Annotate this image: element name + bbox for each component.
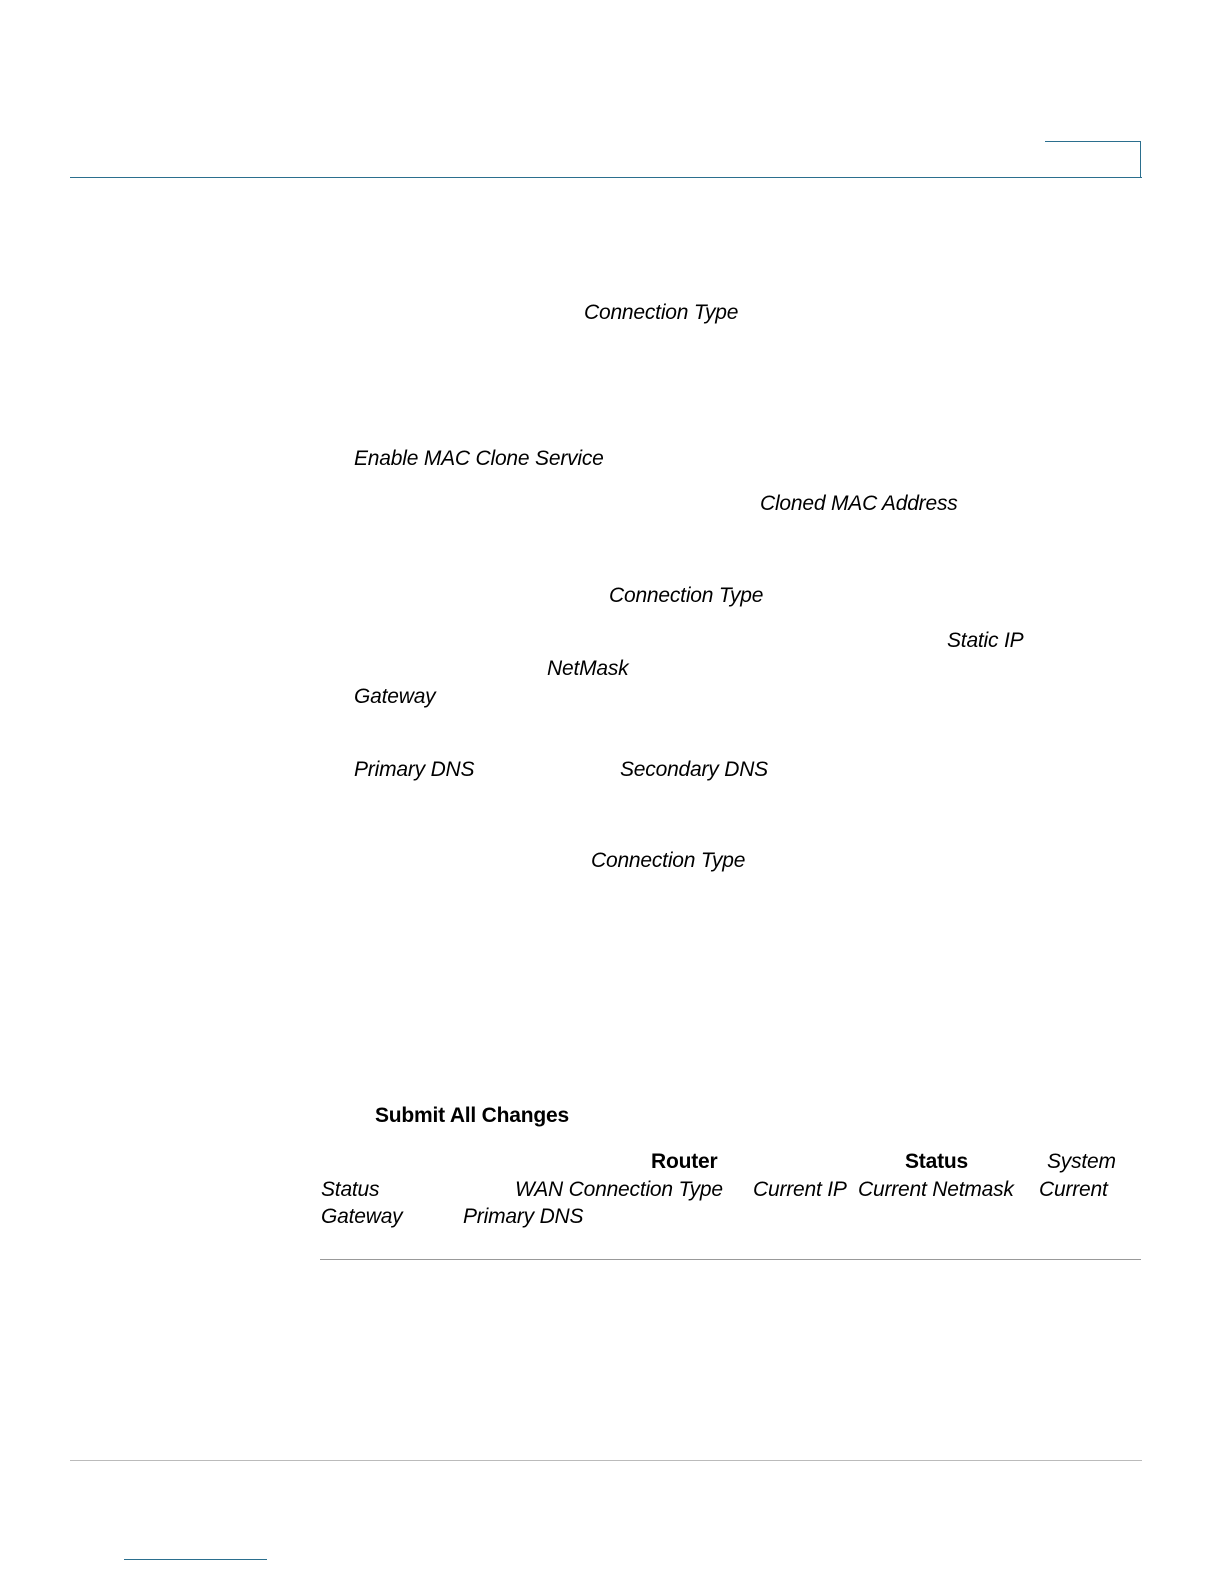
router-tab-label: Router bbox=[651, 1150, 718, 1173]
submit-all-changes-label: Submit All Changes bbox=[375, 1104, 569, 1127]
current-gateway-label: Gateway bbox=[321, 1205, 403, 1228]
term-cloned-mac-address: Cloned MAC Address bbox=[760, 492, 958, 515]
term-connection-type: Connection Type bbox=[609, 584, 764, 607]
primary-dns-label: Primary DNS bbox=[463, 1205, 584, 1228]
term-secondary-dns: Secondary DNS bbox=[620, 758, 768, 781]
current-ip-label: Current IP bbox=[753, 1178, 847, 1201]
term-static-ip: Static IP bbox=[947, 629, 1024, 652]
wan-connection-type-label: WAN Connection Type bbox=[515, 1178, 723, 1201]
term-connection-type: Connection Type bbox=[584, 301, 739, 324]
current-netmask-label: Current Netmask bbox=[858, 1178, 1014, 1201]
header-rule bbox=[70, 177, 1142, 178]
term-enable-mac-clone-service: Enable MAC Clone Service bbox=[354, 447, 604, 470]
term-connection-type: Connection Type bbox=[591, 849, 746, 872]
chapter-tab-frame bbox=[1045, 141, 1141, 177]
status-tab-label: Status bbox=[905, 1150, 968, 1173]
system-status-label: System bbox=[1047, 1150, 1116, 1173]
system-status-label: Status bbox=[321, 1178, 380, 1201]
term-primary-dns: Primary DNS bbox=[354, 758, 475, 781]
footer-link-underline bbox=[124, 1559, 267, 1560]
section-divider bbox=[320, 1259, 1141, 1260]
footer-rule bbox=[70, 1460, 1142, 1461]
term-gateway: Gateway bbox=[354, 685, 436, 708]
current-gateway-label: Current bbox=[1039, 1178, 1108, 1201]
term-netmask: NetMask bbox=[547, 657, 629, 680]
